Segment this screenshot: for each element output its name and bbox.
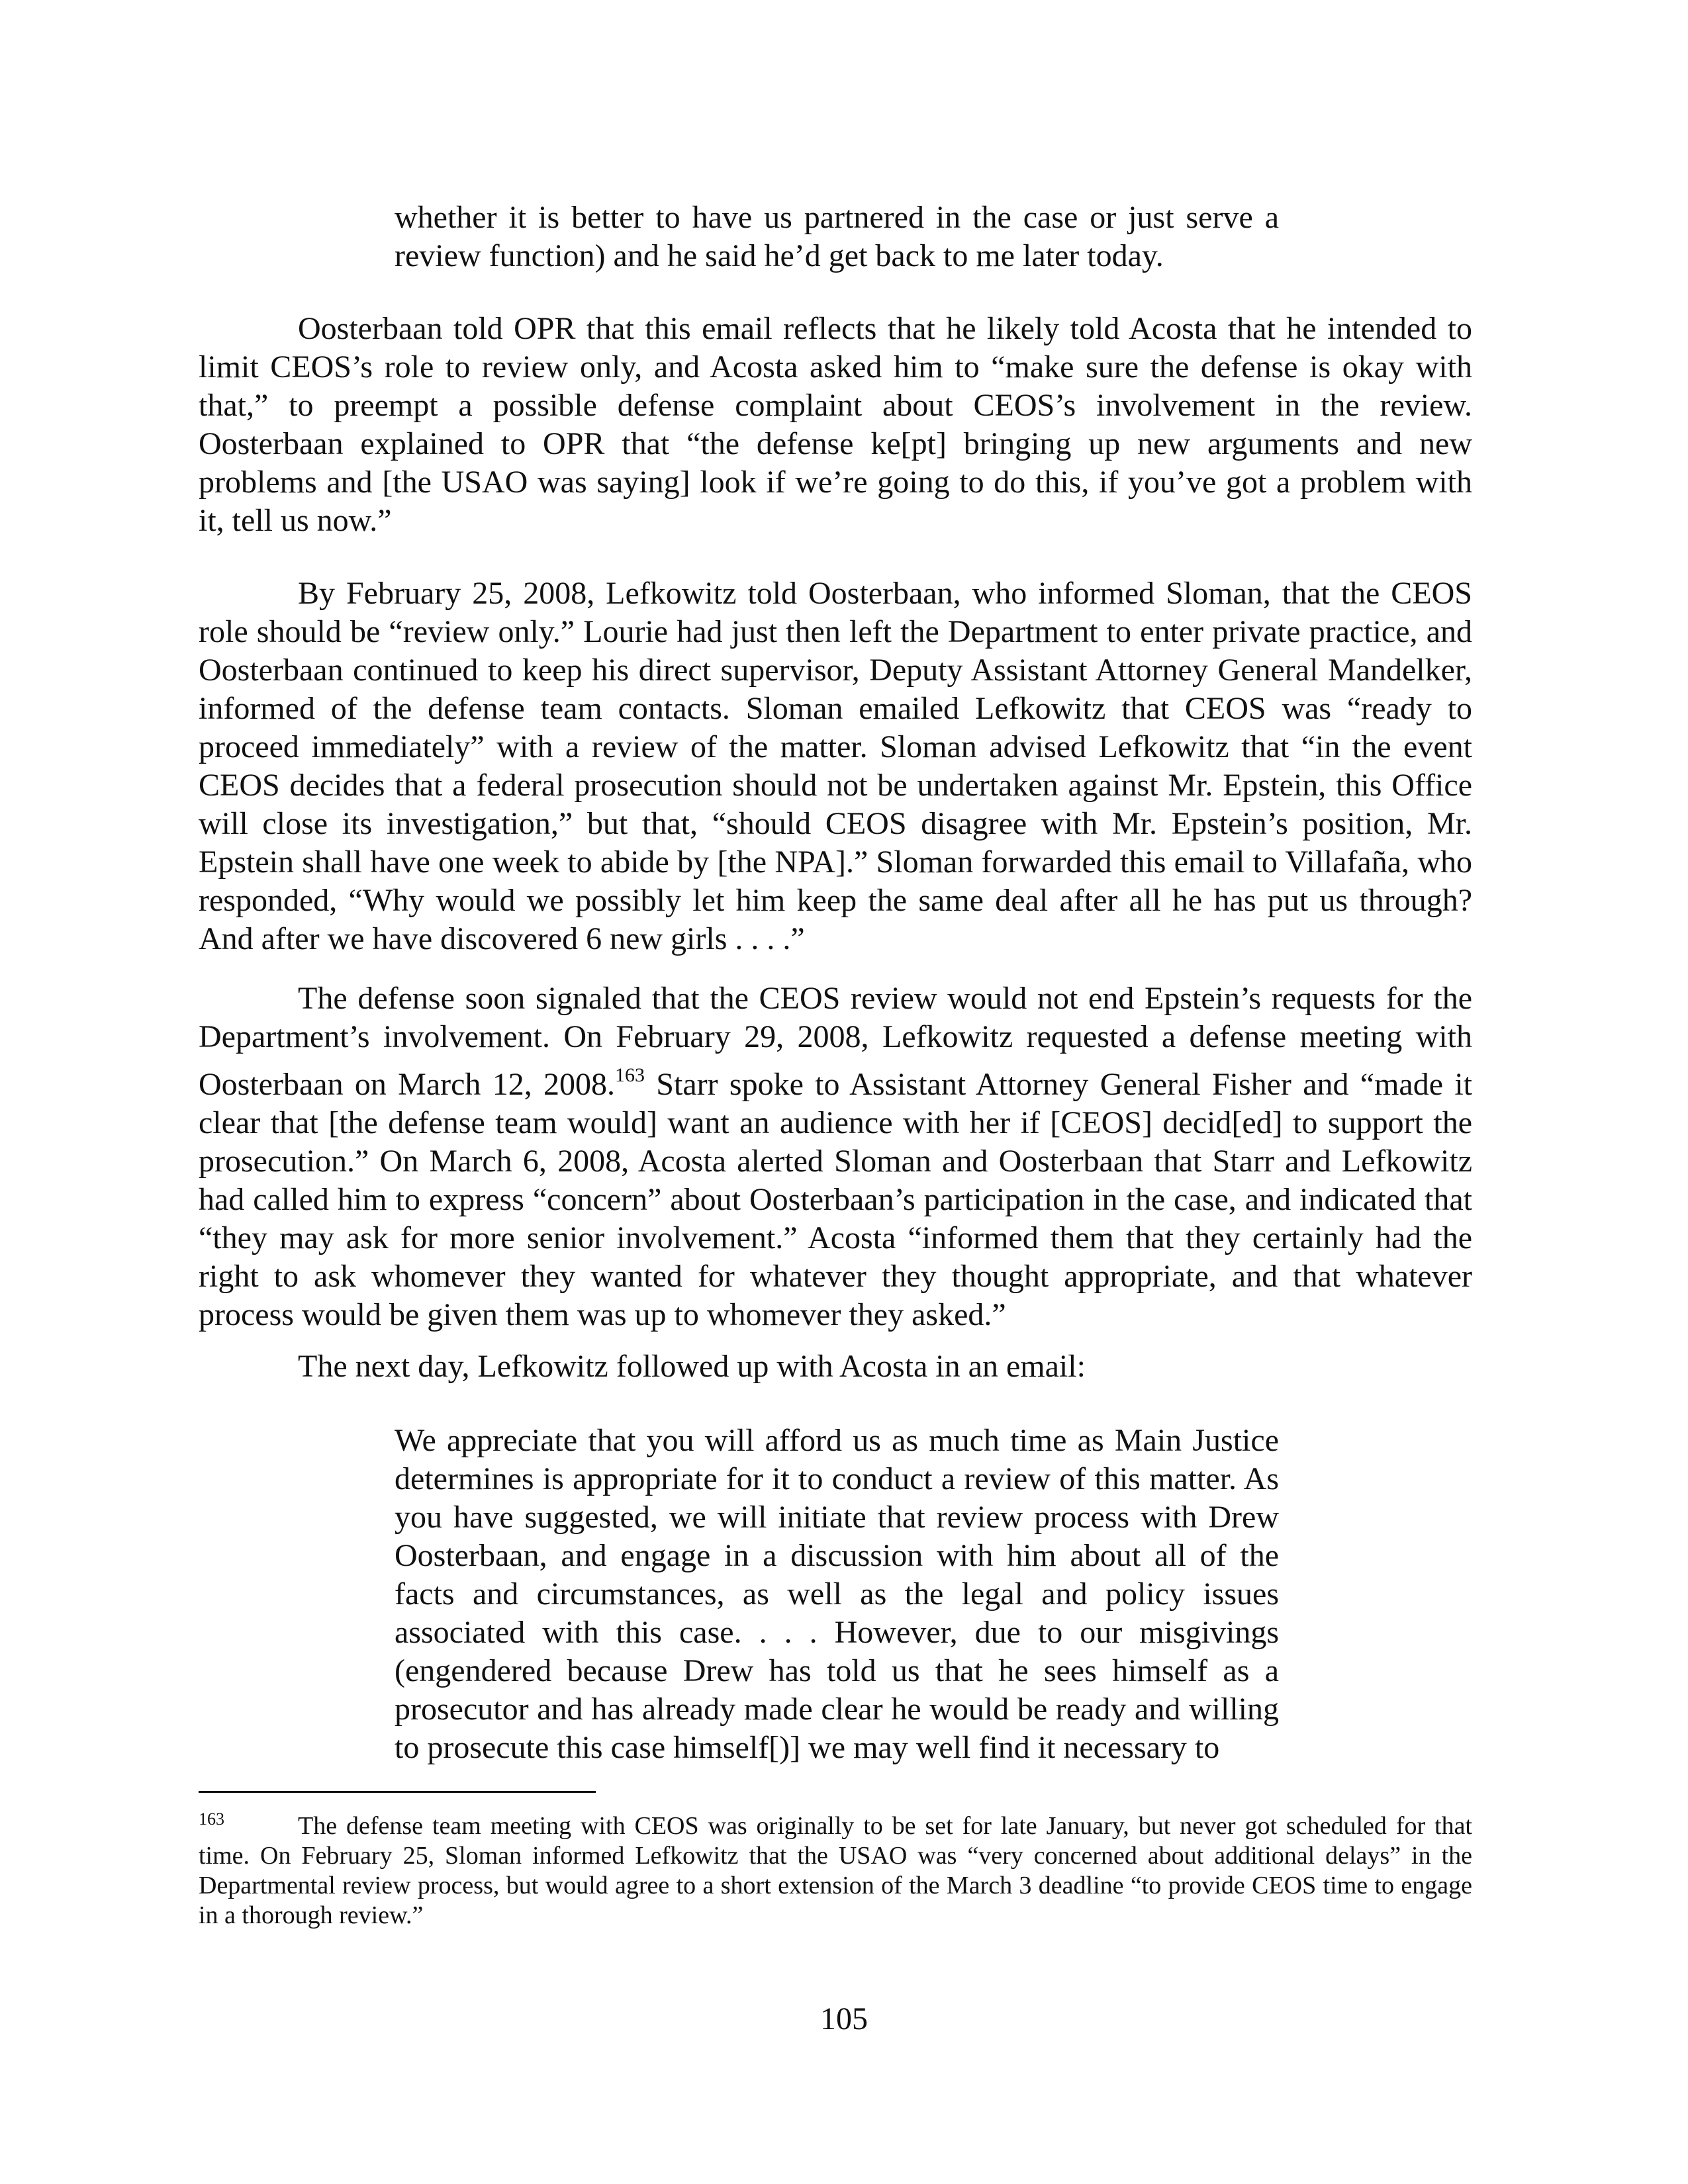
block-quote-lefkowitz-email: We appreciate that you will afford us as much time as Main Justice determines is appropriate for it to conduct a review of this matter. As you have suggested, we will initiate that review process with Drew Oosterbaan, and engage in a discussion with him about all of the facts and circumstances, as well as the legal and policy issues associated with this case. . . . However, due to our misgivings (engendered because Drew has told us that he sees himself as a prosecutor and has already made clear he would be ready and willing to prosecute this case himself[)] we may well find it necessary to: [395, 1423, 1279, 1765]
page-number: 105: [820, 2001, 868, 2036]
footnote-divider: [199, 1791, 596, 1793]
paragraph-february-25: By February 25, 2008, Lefkowitz told Oosterbaan, who informed Sloman, that the CEOS role should be “review only.” Lourie had just then left the Department to enter private practice, and Oosterbaan continued to keep his direct supervisor, Deputy Assistant Attorney General Mandelker, informed of the defense team contacts. Sloman emailed Lefkowitz that CEOS was “ready to proceed immediately” with a review of the matter. Sloman advised Lefkowitz that “in the event CEOS decides that a federal prosecution should not be undertaken against Mr. Epstein, this Office will close its investigation,” but that, “should CEOS disagree with Mr. Epstein’s position, Mr. Epstein shall have one week to abide by [the NPA].” Sloman forwarded this email to Villafaña, who responded, “Why would we possibly let him keep the same deal after all he has put us through? And after we have discovered 6 new girls . . . .”: [199, 576, 1472, 956]
footnote-text: The defense team meeting with CEOS was originally to be set for late January, but never got scheduled for that time. On February 25, Sloman informed Lefkowitz that the USAO was “very concerned about additional delays” in the Departmental review process, but would agree to a short extension of the March 3 deadline “to provide CEOS time to engage in a thorough review.”: [199, 1812, 1472, 1929]
paragraph-defense-signaled-part1: The defense soon signaled that the CEOS review would not end Epstein’s requests for the Department’s involvement. On February 29, 2008, Lefkowitz requested a defense meeting with Oosterbaan on March 12, 2008.: [199, 981, 1472, 1102]
paragraph-next-day: The next day, Lefkowitz followed up with Acosta in an email:: [298, 1349, 1086, 1384]
paragraph-oosterbaan-opr: Oosterbaan told OPR that this email reflects that he likely told Acosta that he intended to limit CEOS’s role to review only, and Acosta asked him to “make sure the defense is okay with that,” to preempt a possible defense complaint about CEOS’s involvement in the review. Oosterbaan explained to OPR that “the defense ke[pt] bringing up new arguments and new problems and [the USAO was saying] look if we’re going to do this, if you’ve got a problem with it, tell us now.”: [199, 311, 1472, 538]
footnote-number: 163: [199, 1809, 224, 1829]
footnote-reference-163: 163: [615, 1064, 645, 1086]
paragraph-defense-signaled-part2: Starr spoke to Assistant Attorney General Fisher and “made it clear that [the defense team would] want an audience with her if [CEOS] decid[ed] to support the prosecution.” On March 6, 2008, Acosta alerted Sloman and Oosterbaan that Starr and Lefkowitz had called him to express “concern” about Oosterbaan’s participation in the case, and indicated that “they may ask for more senior involvement.” Acosta “informed them that they certainly had the right to ask whomever they wanted for whatever they thought appropriate, and that whatever process would be given them was up to whomever they asked.”: [199, 1067, 1472, 1332]
footnote-163: [199, 1804, 1472, 1931]
block-quote-continued: whether it is better to have us partnered in the case or just serve a review function) and he said he’d get back to me later today.: [395, 200, 1279, 273]
paragraph-defense-signaled: [199, 979, 1472, 1334]
